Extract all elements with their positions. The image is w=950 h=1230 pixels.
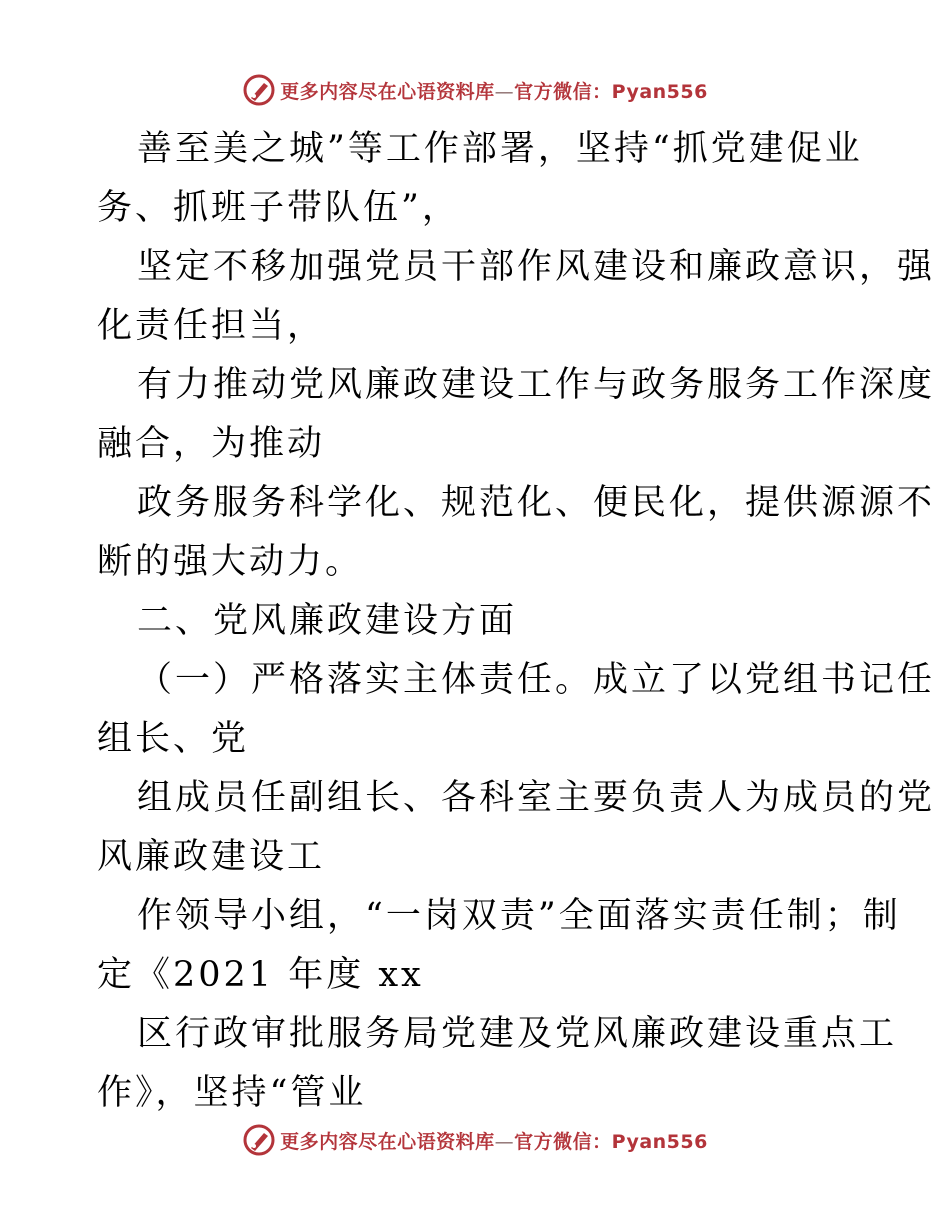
paragraph-line: 善至美之城”等工作部署，坚持“抓党建促业 (137, 129, 863, 169)
paragraph-line: 组成员任副组长、各科室主要负责人为成员的党 (137, 778, 936, 818)
banner-text (280, 77, 708, 104)
paragraph-line: 化责任担当， (97, 306, 326, 346)
paragraph-line: 组长、党 (97, 719, 250, 759)
paragraph-line: 作领导小组，“一岗双责”全面落实责任制；制 (137, 896, 901, 936)
footer-banner (0, 1120, 950, 1160)
paragraph-line: 断的强大动力。 (97, 542, 364, 582)
pen-nib-logo-icon (242, 73, 276, 107)
section-heading: 二、党风廉政建设方面 (137, 601, 518, 641)
paragraph-line: 区行政审批服务局党建及党风廉政建设重点工 (137, 1014, 898, 1054)
paragraph-line: 作》，坚持“管业 (97, 1073, 367, 1113)
paragraph-line: 融合，为推动 (97, 424, 326, 464)
document-body (97, 120, 936, 1123)
banner-contact-text: 官方微信：Pyan556 (514, 1130, 708, 1153)
paragraph-line: 风廉政建设工 (97, 837, 326, 877)
banner-main-text: 更多内容尽在心语资料库 (280, 80, 495, 103)
paragraph-line: 坚定不移加强党员干部作风建设和廉政意识，强 (137, 247, 936, 287)
paragraph-line: 务、抓班子带队伍”， (97, 188, 460, 228)
paragraph-line: 有力推动党风廉政建设工作与政务服务工作深度 (137, 365, 936, 405)
header-banner (0, 70, 950, 110)
banner-text (280, 1127, 708, 1154)
paragraph-line: 定《2021 年度 xx (97, 955, 424, 995)
banner-dash: — (494, 1130, 515, 1153)
paragraph-line: 政务服务科学化、规范化、便民化，提供源源不 (137, 483, 936, 523)
pen-nib-logo-icon (242, 1123, 276, 1157)
banner-dash: — (494, 80, 515, 103)
banner-contact-text: 官方微信：Pyan556 (514, 80, 708, 103)
paragraph-line: （一）严格落实主体责任。成立了以党组书记任 (137, 660, 936, 700)
banner-main-text: 更多内容尽在心语资料库 (280, 1130, 495, 1153)
